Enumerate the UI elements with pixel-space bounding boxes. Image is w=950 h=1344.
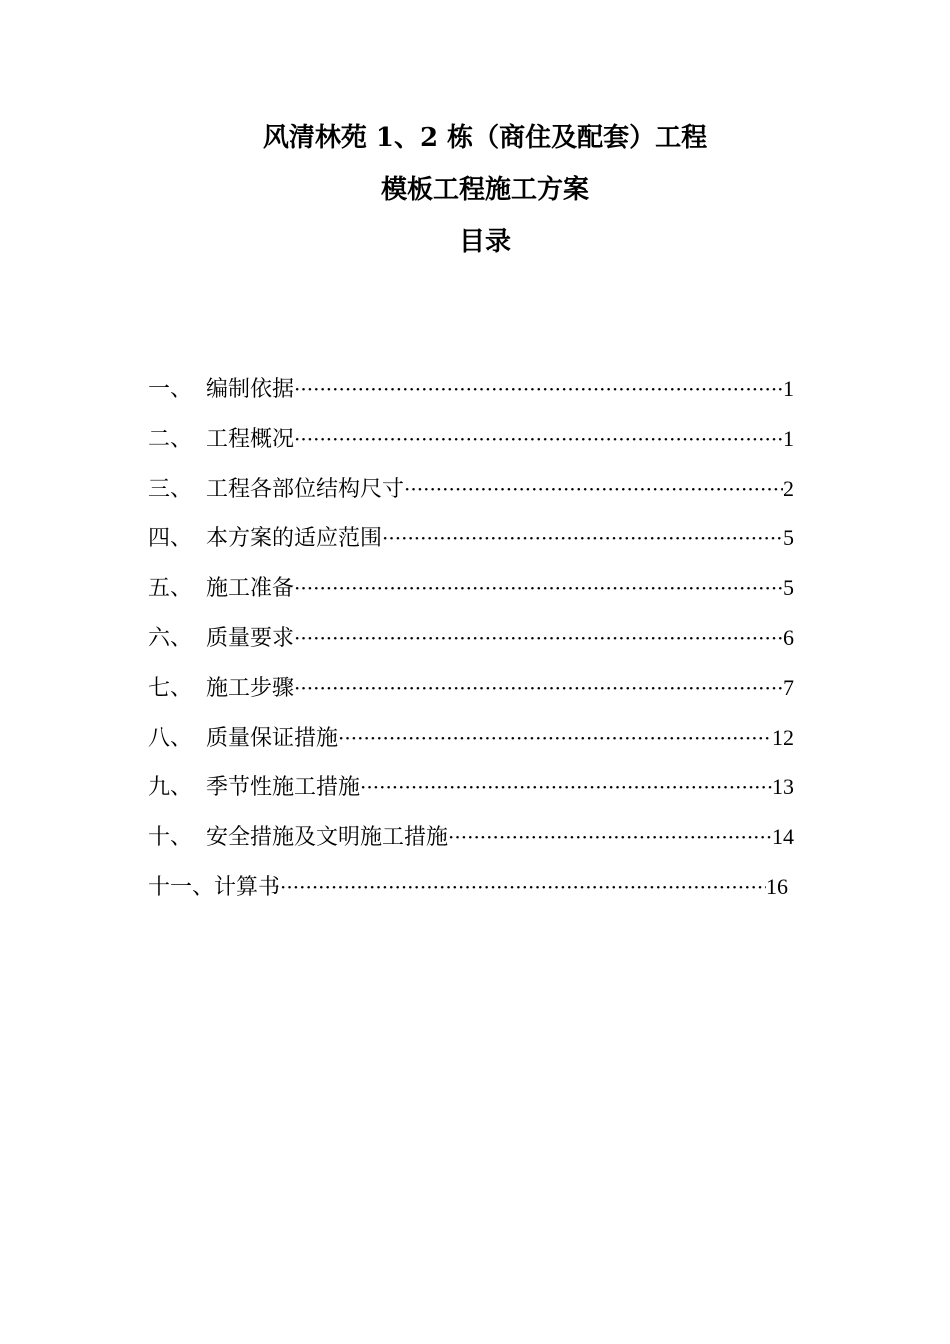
toc-entry-title: 编制依据 — [206, 377, 295, 402]
toc-heading: 目录 — [458, 227, 511, 257]
toc-entry-number: 三、 — [148, 476, 193, 502]
toc-entry — [148, 364, 794, 414]
toc-dot-leader — [404, 465, 783, 515]
toc-entry-title: 本方案的适应范围 — [206, 526, 383, 552]
toc-dot-leader — [448, 813, 772, 863]
toc-entry — [148, 513, 794, 563]
toc-dot-leader — [382, 514, 783, 564]
toc-entry — [148, 762, 794, 812]
toc-entry — [148, 713, 794, 763]
toc-entry-number: 十一、 — [148, 874, 215, 900]
toc-entry-title: 季节性施工措施 — [206, 775, 361, 801]
toc-entry-page: 13 — [772, 774, 794, 800]
toc-entry-page: 14 — [772, 824, 794, 850]
toc-entry-number: 八、 — [148, 725, 193, 751]
toc-entry-number: 六、 — [148, 625, 193, 651]
toc-entry-number: 七、 — [148, 675, 193, 701]
project-title: 风清林苑 1、2 栋（商住及配套）工程 — [262, 123, 708, 153]
toc-entry-title: 施工步骤 — [206, 675, 295, 701]
toc-entry-number: 十、 — [148, 825, 193, 851]
toc-entry-number: 九、 — [148, 775, 193, 801]
toc-dot-leader — [294, 564, 783, 614]
toc-entry — [148, 613, 794, 663]
toc-entry-title: 工程概况 — [206, 426, 295, 452]
toc-dot-leader — [360, 763, 772, 813]
table-of-contents — [148, 364, 794, 912]
toc-entry-page: 12 — [772, 724, 794, 750]
document-title-block — [0, 112, 950, 268]
toc-dot-leader — [294, 365, 783, 415]
toc-dot-leader — [294, 614, 783, 664]
toc-entry — [148, 663, 794, 713]
toc-entry-title: 计算书 — [214, 874, 281, 900]
toc-entry-number: 四、 — [148, 526, 193, 552]
toc-entry-page: 2 — [783, 475, 794, 501]
toc-entry — [148, 563, 794, 613]
toc-entry-page: 5 — [783, 525, 794, 551]
toc-entry-page: 1 — [783, 425, 794, 451]
toc-entry-page: 1 — [783, 376, 794, 401]
toc-entry-number: 二、 — [148, 426, 193, 452]
toc-entry-title: 施工准备 — [206, 576, 295, 602]
toc-entry-title: 质量要求 — [206, 625, 295, 651]
toc-entry-page: 16 — [766, 873, 788, 899]
toc-dot-leader — [338, 714, 772, 764]
toc-entry-title: 工程各部位结构尺寸 — [206, 476, 405, 502]
toc-entry-number: 五、 — [148, 576, 193, 602]
toc-entry — [148, 862, 788, 912]
toc-entry — [148, 464, 794, 514]
toc-entry-title: 安全措施及文明施工措施 — [206, 825, 449, 851]
toc-entry — [148, 812, 794, 862]
toc-dot-leader — [294, 415, 783, 465]
toc-entry-page: 6 — [783, 624, 794, 650]
toc-dot-leader — [280, 863, 766, 913]
toc-entry-number: 一、 — [148, 377, 193, 402]
plan-title: 模板工程施工方案 — [380, 175, 589, 205]
toc-entry-page: 7 — [783, 674, 794, 700]
toc-entry — [148, 414, 794, 464]
toc-entry-title: 质量保证措施 — [206, 725, 339, 751]
toc-dot-leader — [294, 664, 783, 714]
toc-entry-page: 5 — [783, 575, 794, 601]
